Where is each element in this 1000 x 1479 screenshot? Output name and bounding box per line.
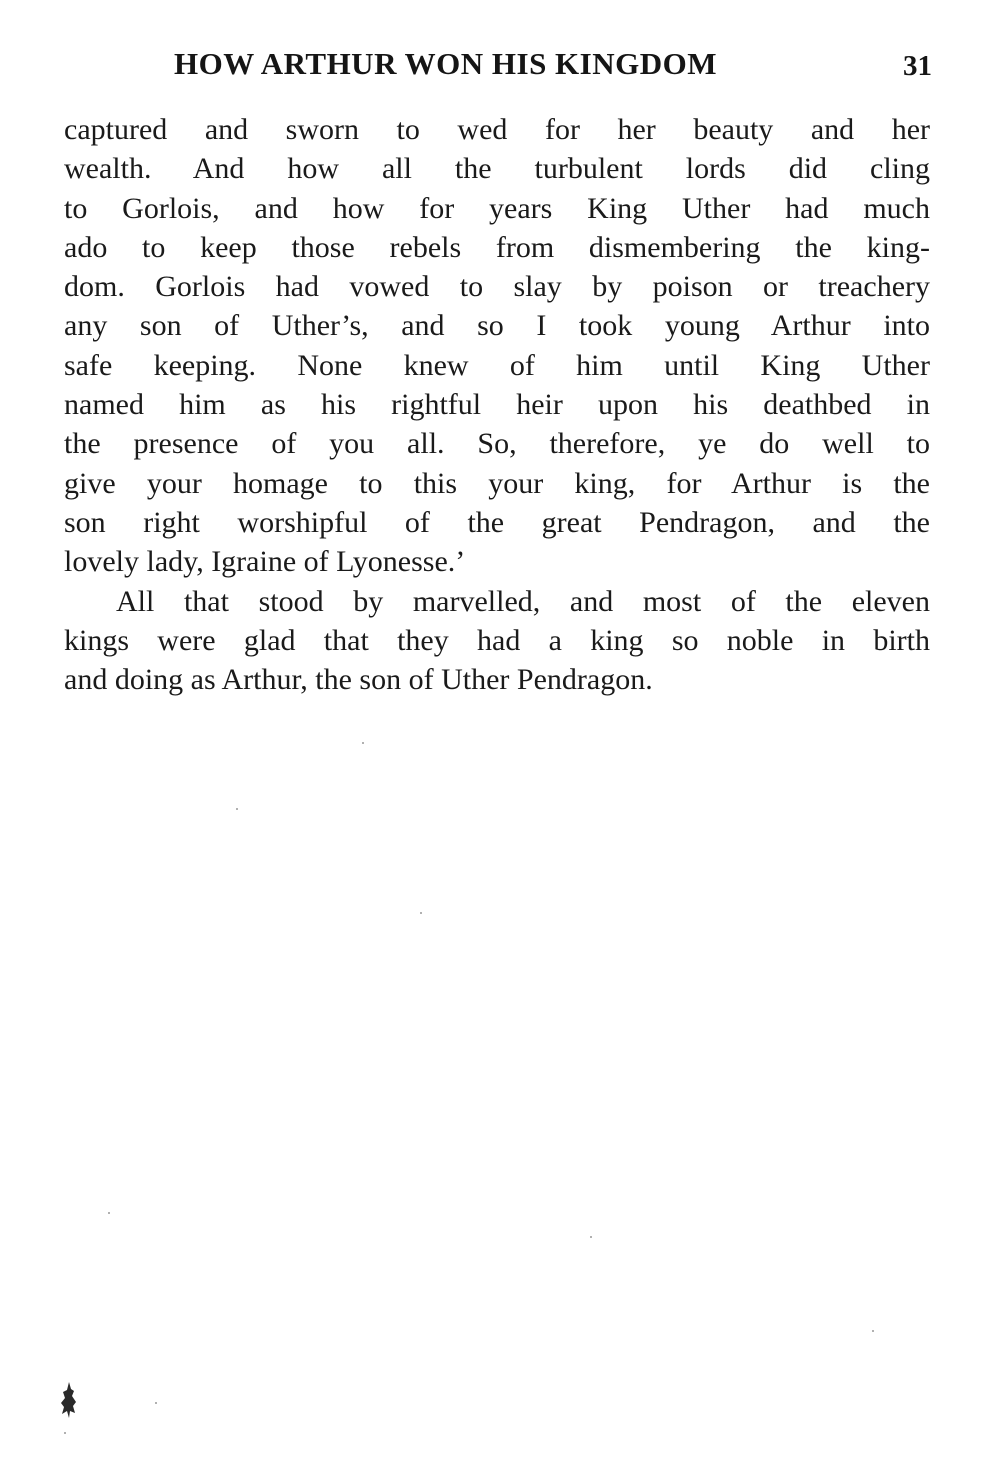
text-line: named him as his rightful heir upon his deathbed in: [64, 388, 930, 422]
paragraph: [64, 110, 930, 582]
page-number: 31: [903, 50, 932, 82]
text-line: to Gorlois, and how for years King Uther had much: [64, 191, 930, 225]
text-line: All that stood by marvelled, and most of the eleven: [116, 584, 930, 618]
body-text: [64, 110, 930, 699]
running-head: [62, 46, 932, 90]
text-line: son right worshipful of the great Pendragon, and the: [64, 505, 930, 539]
scan-speck: [236, 808, 238, 810]
paragraph: [64, 582, 930, 700]
scan-speck: [362, 742, 364, 744]
text-line: kings were glad that they had a king so noble in birth: [64, 623, 930, 657]
scan-speck: [872, 1330, 874, 1332]
text-line: any son of Uther’s, and so I took young Arthur into: [64, 309, 930, 343]
text-line: captured and sworn to wed for her beauty and her: [64, 113, 930, 146]
text-line: lovely lady, Igraine of Lyonesse.’: [64, 545, 466, 579]
text-line: and doing as Arthur, the son of Uther Pendragon.: [64, 663, 653, 697]
text-line: wealth. And how all the turbulent lords did cling: [64, 152, 930, 186]
ink-blot-icon: [58, 1380, 80, 1420]
scan-speck: [155, 1402, 157, 1404]
running-title: HOW ARTHUR WON HIS KINGDOM: [174, 46, 717, 81]
text-line: dom. Gorlois had vowed to slay by poison or treachery: [64, 270, 930, 304]
text-line: safe keeping. None knew of him until King Uther: [64, 348, 930, 382]
scan-speck: [590, 1236, 592, 1238]
scan-speck: [64, 1432, 66, 1434]
scan-speck: [420, 912, 422, 914]
text-line: the presence of you all. So, therefore, ye do well to: [64, 427, 930, 461]
scan-speck: [108, 1212, 110, 1214]
text-line: ado to keep those rebels from dismembering the king-: [64, 230, 930, 264]
text-line: give your homage to this your king, for Arthur is the: [64, 466, 930, 500]
